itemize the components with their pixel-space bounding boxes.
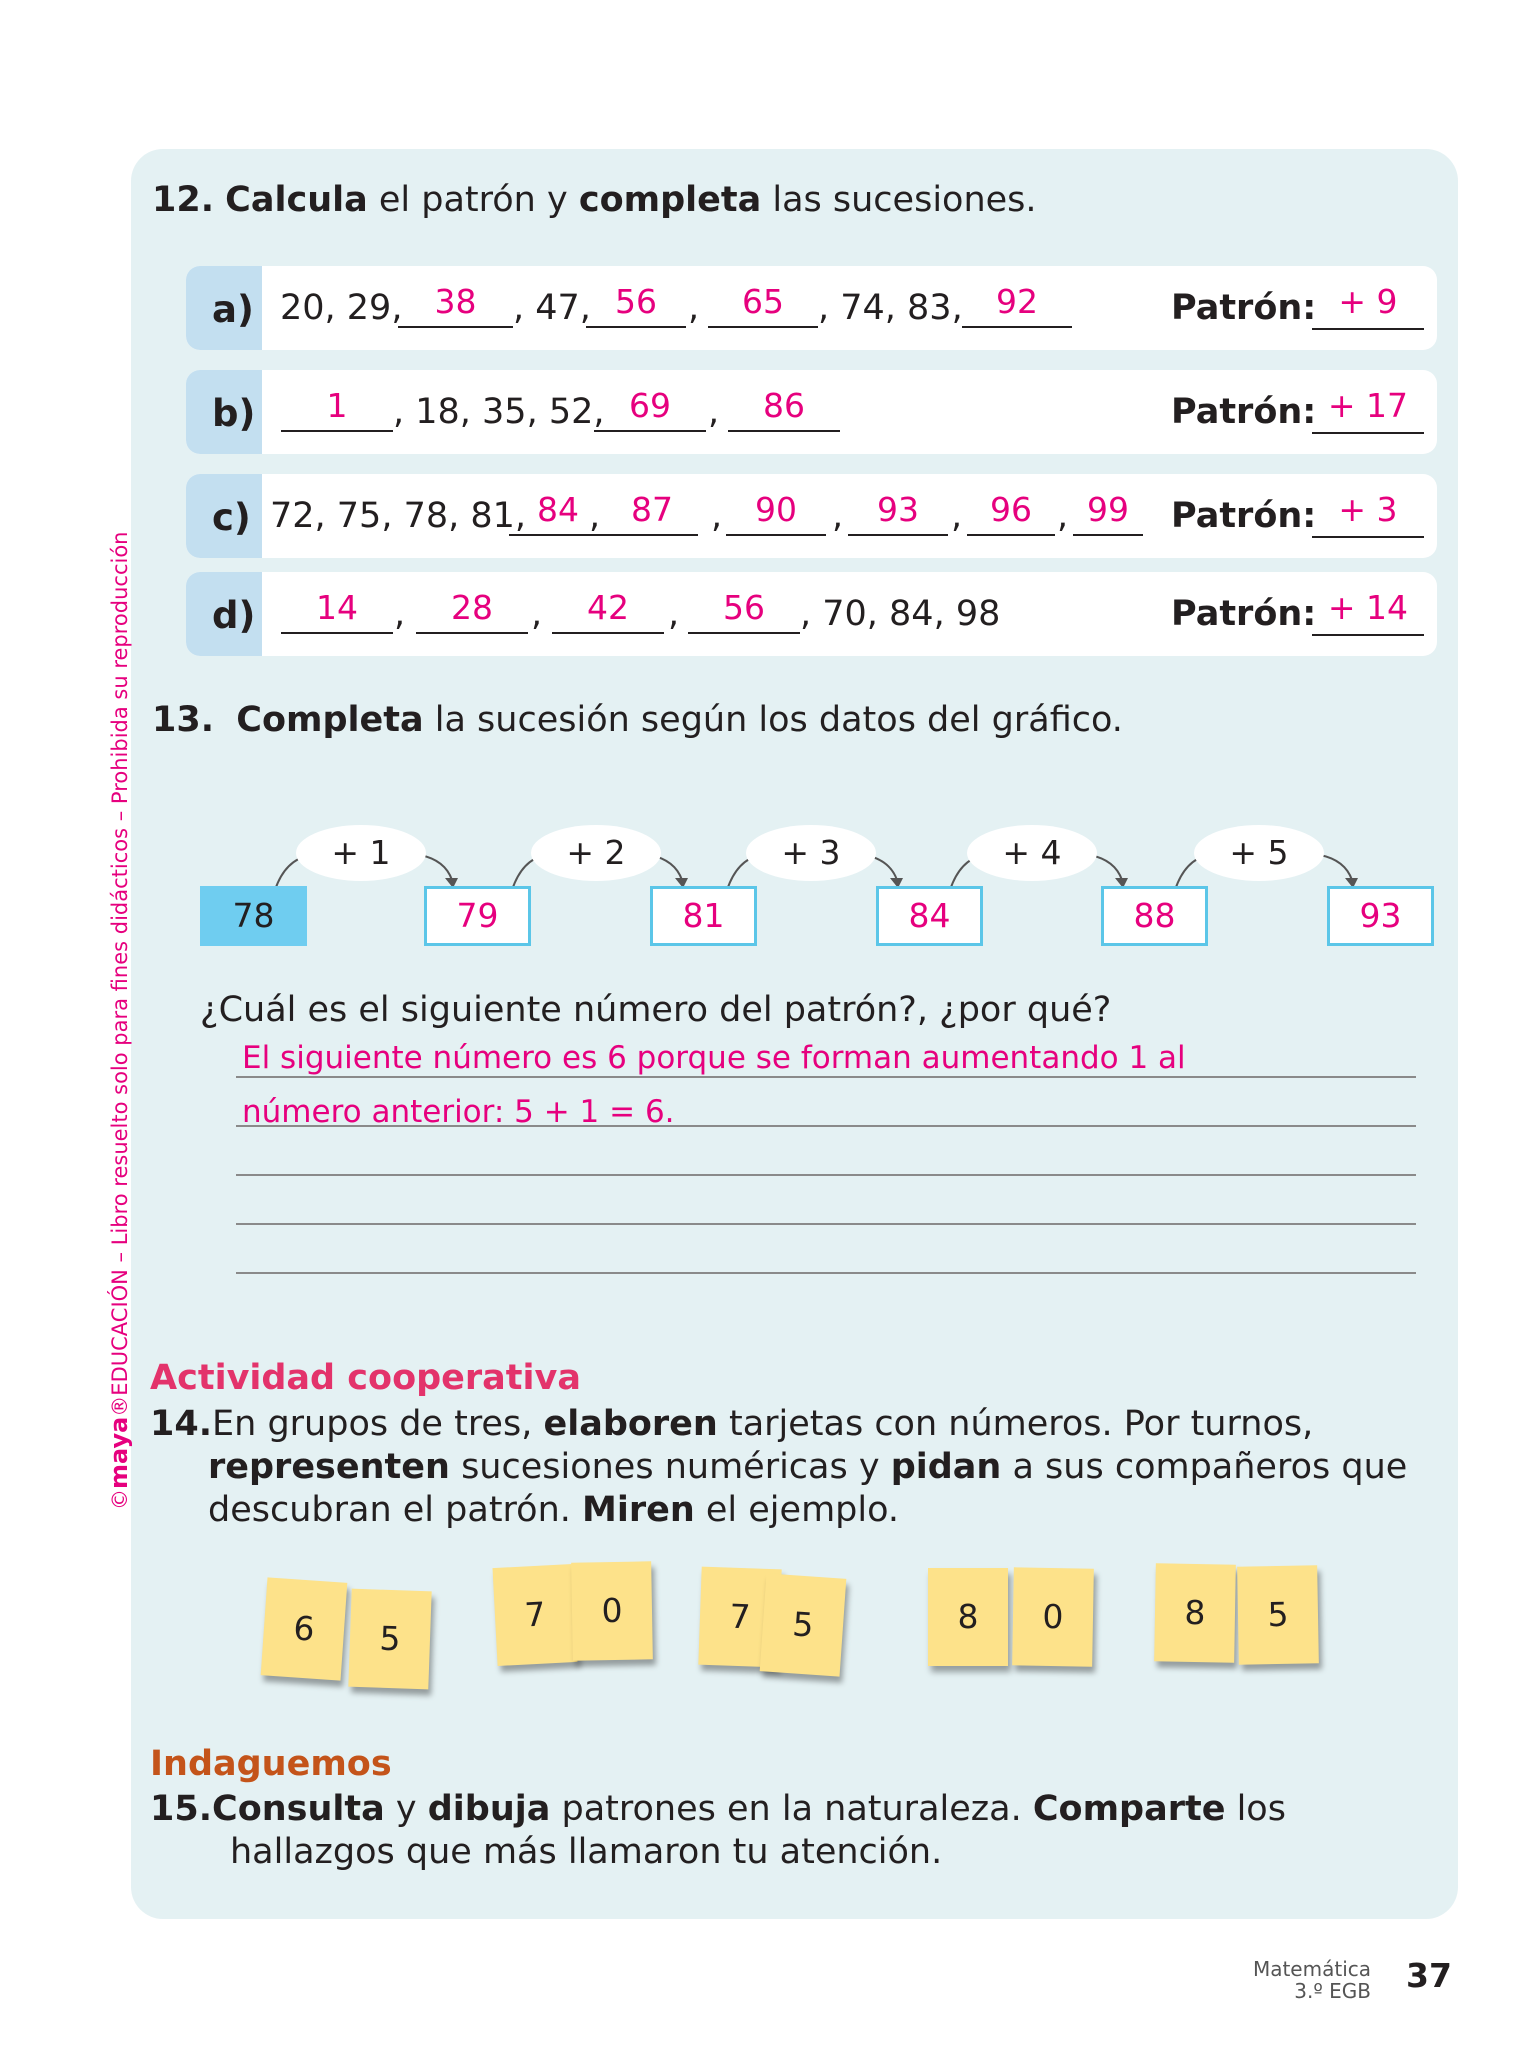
answer-blank[interactable]: 38: [398, 282, 513, 328]
answer-blank[interactable]: 14: [281, 588, 393, 634]
answer-blank[interactable]: 90: [726, 490, 826, 536]
q15-line-1: 15.Consulta y dibuja patrones en la naturaleza. Comparte los: [150, 1789, 1286, 1829]
sequence-row-d: d) 14 , 28 , 42 , 56 , 70, 84, 98 Patrón: + 14: [186, 572, 1437, 656]
operation-oval: + 3: [746, 825, 876, 881]
writing-line[interactable]: [236, 1174, 1416, 1176]
cooperative-title: Actividad cooperativa: [150, 1358, 581, 1398]
writing-line[interactable]: [236, 1076, 1416, 1078]
operation-oval: + 2: [531, 825, 661, 881]
pattern-blank[interactable]: + 17: [1312, 386, 1424, 434]
sequence-box[interactable]: 84: [876, 886, 983, 946]
answer-blank[interactable]: 42: [552, 588, 664, 634]
pattern-blank[interactable]: + 3: [1312, 490, 1424, 538]
number-card: 7: [492, 1564, 577, 1666]
page-number: 37: [1406, 1956, 1452, 1995]
footer-subject: Matemática 3.º EGB: [1252, 1957, 1371, 2003]
operation-oval: + 1: [296, 825, 426, 881]
indaguemos-title: Indaguemos: [150, 1744, 392, 1784]
number-card: 5: [348, 1589, 431, 1690]
answer-blank[interactable]: 87: [606, 490, 698, 536]
answer-line-2: número anterior: 5 + 1 = 6.: [242, 1094, 675, 1130]
answer-blank[interactable]: 96: [967, 490, 1055, 536]
answer-blank[interactable]: 69: [594, 386, 706, 432]
writing-line[interactable]: [236, 1125, 1416, 1127]
pattern-blank[interactable]: + 9: [1312, 282, 1424, 330]
number-card: 6: [261, 1577, 348, 1680]
arrow-down-1: [420, 855, 452, 880]
sequence-row-c: c) 72, 75, 78, 81, 84 , 87 , 90 , 93 , 96 , 99 Patrón: + 3: [186, 474, 1437, 558]
writing-line[interactable]: [236, 1272, 1416, 1274]
q15-line-2: hallazgos que más llamaron tu atención.: [230, 1832, 943, 1872]
number-card: 0: [1012, 1567, 1094, 1666]
pattern-blank[interactable]: + 14: [1312, 588, 1424, 636]
answer-blank[interactable]: 28: [416, 588, 528, 634]
sequence-box[interactable]: 79: [424, 886, 531, 946]
q14-line-3: descubran el patrón. Miren el ejemplo.: [208, 1490, 900, 1530]
number-card: 0: [571, 1561, 653, 1660]
operation-oval: + 4: [967, 825, 1097, 881]
q12-instruction: 12. Calcula el patrón y completa las sucesiones.: [152, 180, 1037, 220]
answer-blank[interactable]: 86: [728, 386, 840, 432]
sequence-box[interactable]: 88: [1101, 886, 1208, 946]
number-card: 7: [698, 1567, 781, 1668]
number-card: 5: [1237, 1565, 1319, 1664]
sequence-box[interactable]: 93: [1327, 886, 1434, 946]
arrow-down-5: [1320, 855, 1352, 880]
answer-blank[interactable]: 84: [509, 490, 607, 536]
copyright-sidebar: ©maya®EDUCACIÓN – Libro resuelto solo para fines didácticos – Prohibida su reproducción: [105, 531, 133, 1510]
operation-oval: + 5: [1194, 825, 1324, 881]
sequence-row-b: b) 1 , 18, 35, 52, 69 , 86 Patrón: + 17: [186, 370, 1437, 454]
sequence-row-a: a) 20, 29, 38 , 47, 56 , 65 , 74, 83, 92 Patrón: + 9: [186, 266, 1437, 350]
answer-blank[interactable]: 56: [586, 282, 686, 328]
number-card: 8: [1154, 1563, 1236, 1662]
answer-blank[interactable]: 56: [688, 588, 800, 634]
brand-logo: maya: [105, 1416, 133, 1489]
sequence-box[interactable]: 81: [650, 886, 757, 946]
answer-blank[interactable]: 93: [848, 490, 948, 536]
sequence-box-start: 78: [200, 886, 307, 946]
answer-blank[interactable]: 65: [708, 282, 818, 328]
q14-line-2: representen sucesiones numéricas y pidan a sus compañeros que: [208, 1447, 1408, 1487]
q14-line-1: 14.En grupos de tres, elaboren tarjetas con números. Por turnos,: [150, 1404, 1314, 1444]
answer-blank[interactable]: 1: [281, 386, 393, 432]
writing-line[interactable]: [236, 1223, 1416, 1225]
answer-blank[interactable]: 99: [1073, 490, 1143, 536]
number-card: 5: [760, 1573, 847, 1676]
q13-question: ¿Cuál es el siguiente número del patrón?, ¿por qué?: [200, 990, 1112, 1030]
number-card: 8: [928, 1568, 1008, 1666]
q13-instruction: 13. Completa la sucesión según los datos del gráfico.: [152, 700, 1123, 740]
answer-line-1: El siguiente número es 6 porque se forman aumentando 1 al: [242, 1040, 1186, 1076]
answer-blank[interactable]: 92: [962, 282, 1072, 328]
